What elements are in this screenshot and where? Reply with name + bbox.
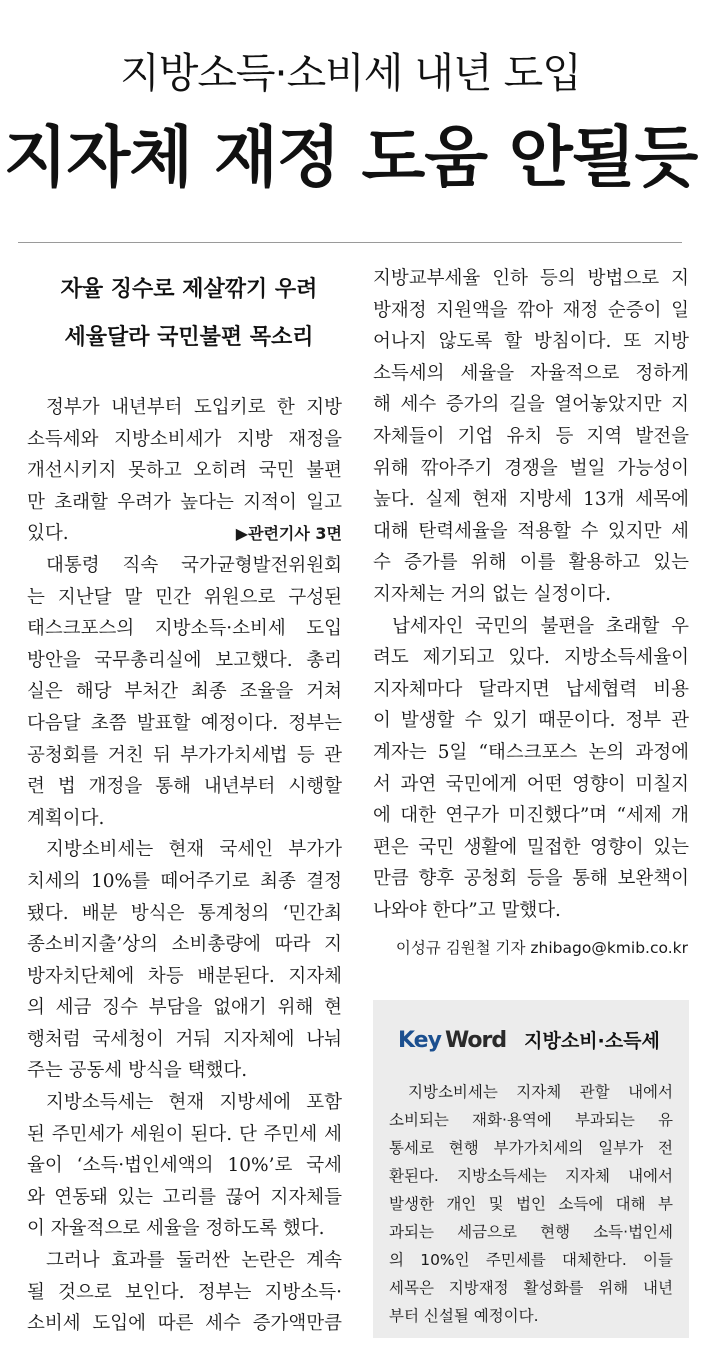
text-line: 만 초래할 우려가 높다는 지적이 일고 xyxy=(27,491,342,513)
text-line: 대해 탄력세율을 적용할 수 있지만 세 xyxy=(373,520,689,542)
text-line: 실은 해당 부처간 최종 조율을 거쳐 xyxy=(27,681,342,703)
keyword-line: 통세로 현행 부가가치세의 일부가 전 xyxy=(389,1139,673,1157)
text-line: 방재정 지원액을 깎아 재정 순증이 일 xyxy=(373,299,689,321)
text-line: 이 발생할 수 있기 때문이다. 정부 관 xyxy=(373,710,689,732)
text-line: 행처럼 국세청이 거둬 지자체에 나눠 xyxy=(27,1028,342,1050)
text-line: 계자는 5일 “태스크포스 논의 과정에 xyxy=(373,741,689,763)
text-line: 와 연동돼 있는 고리를 끊어 지자체들 xyxy=(27,1186,342,1208)
text-line: 높다. 실제 현재 지방세 13개 세목에 xyxy=(373,489,689,511)
article-column-1 xyxy=(27,392,342,1340)
text-line-with-reference xyxy=(27,518,342,550)
keyword-line: 발생한 개인 및 법인 소득에 대해 부 xyxy=(389,1195,673,1213)
text-line: 지방교부세율 인하 등의 방법으로 지 xyxy=(373,268,689,289)
text-line: 주는 공동세 방식을 택했다. xyxy=(27,1060,248,1082)
text-line: 치세의 10%를 떼어주기로 최종 결정 xyxy=(27,870,342,892)
keyword-body xyxy=(389,1078,673,1330)
keyword-word-label: Word xyxy=(444,1028,507,1053)
keyword-line: 환된다. 지방소득세는 지자체 내에서 xyxy=(389,1167,673,1185)
text-line: 나와야 한다”고 말했다. xyxy=(373,899,561,921)
text-line: 지자체는 거의 없는 실정이다. xyxy=(373,583,611,605)
text-line: 만큼 향후 공청회 등을 통해 보완책이 xyxy=(373,868,689,890)
text-line: 됐다. 배분 방식은 통계청의 ‘민간최 xyxy=(27,902,342,924)
text-line: 다음달 초쯤 발표할 예정이다. 정부는 xyxy=(27,712,342,734)
kicker-headline: 지방소득·소비세 내년 도입 xyxy=(120,49,581,97)
keyword-line: 지방소비세는 지자체 관할 내에서 xyxy=(408,1083,673,1101)
keyword-line: 의 10%인 주민세를 대체한다. 이들 xyxy=(389,1251,673,1269)
text-line: 지방소득세는 현재 지방세에 포함 xyxy=(46,1092,342,1114)
related-article-link[interactable]: ▶관련기사 3면 xyxy=(235,524,342,544)
text-line: 소득세의 세율을 자율적으로 정하게 xyxy=(373,362,689,384)
byline: 이성규 김원철 기자 zhibago@kmib.co.kr xyxy=(395,939,688,957)
text-line: 계획이다. xyxy=(27,807,105,829)
headline-divider xyxy=(18,242,682,243)
text-line: 소비세 도입에 따른 세수 증가액만큼 xyxy=(27,1313,342,1335)
text-line: 소득세와 지방소비세가 지방 재정을 xyxy=(27,428,342,450)
text-line: 이 자율적으로 세율을 정하도록 했다. xyxy=(27,1218,325,1240)
text-line: 어나지 않도록 할 방침이다. 또 지방 xyxy=(373,331,689,353)
keyword-line: 세목은 지방재정 활성화를 위해 내년 xyxy=(389,1279,673,1297)
keyword-key-label: Key xyxy=(398,1028,441,1053)
main-headline: 지자체 재정 도움 안될듯 xyxy=(3,119,698,196)
text-line: 서 과연 국민에게 어떤 영향이 미칠지 xyxy=(373,773,689,795)
text-line: 납세자인 국민의 불편을 초래할 우 xyxy=(392,615,689,637)
text-line: 될 것으로 보인다. 정부는 지방소득· xyxy=(27,1281,342,1303)
keyword-line: 소비되는 재화·용역에 부과되는 유 xyxy=(389,1111,673,1129)
text-line: 지방소비세는 현재 국세인 부가가 xyxy=(46,839,342,861)
keyword-line: 과되는 세금으로 현행 소득·법인세 xyxy=(389,1223,673,1241)
text-line: 위해 깎아주기 경쟁을 벌일 가능성이 xyxy=(373,457,689,479)
text-line: 려도 제기되고 있다. 지방소득세율이 xyxy=(373,647,689,669)
text-line: 그러나 효과를 둘러싼 논란은 계속 xyxy=(46,1250,342,1272)
text-line: 대통령 직속 국가균형발전위원회 xyxy=(46,554,342,576)
text-line: 는 지난달 말 민간 위원으로 구성된 xyxy=(27,586,342,608)
keyword-header xyxy=(398,1026,660,1053)
text-line: 수 증가를 위해 이를 활용하고 있는 xyxy=(373,552,689,574)
text-line: 방자치단체에 차등 배분된다. 지자체 xyxy=(27,965,342,987)
text-line: 개선시키지 못하고 오히려 국민 불편 xyxy=(27,460,342,482)
text-line: 의 세금 징수 부담을 없애기 위해 현 xyxy=(27,997,342,1019)
keyword-line: 부터 신설될 예정이다. xyxy=(389,1307,539,1325)
text-line: 방안을 국무총리실에 보고했다. 총리 xyxy=(27,649,342,671)
text-line: 정부가 내년부터 도입키로 한 지방 xyxy=(46,397,342,418)
text-line: 해 세수 증가의 길을 열어놓았지만 지 xyxy=(373,394,689,416)
text-line: 공청회를 거친 뒤 부가가치세법 등 관 xyxy=(27,744,342,766)
text-line: 자체들이 기업 유치 등 지역 발전을 xyxy=(373,425,689,447)
text-line: 된 주민세가 세원이 된다. 단 주민세 세 xyxy=(27,1123,342,1145)
text-line: 지자체마다 달라지면 납세협력 비용 xyxy=(373,678,689,700)
keyword-title: 지방소비·소득세 xyxy=(524,1030,660,1052)
article-column-2 xyxy=(373,263,689,926)
subhead-2: 세율달라 국민불편 목소리 xyxy=(64,325,314,350)
text-fragment: 있다. xyxy=(27,523,69,545)
text-line: 율이 ‘소득·법인세액의 10%’로 국세 xyxy=(27,1155,342,1177)
text-line: 에 대한 연구가 미진했다”며 “세제 개 xyxy=(373,805,689,827)
text-line: 종소비지출’상의 소비총량에 따라 지 xyxy=(27,934,342,956)
text-line: 편은 국민 생활에 밀접한 영향이 있는 xyxy=(373,836,689,858)
text-line: 련 법 개정을 통해 내년부터 시행할 xyxy=(27,776,342,798)
text-line: 태스크포스의 지방소득·소비세 도입 xyxy=(27,618,342,640)
subhead-1: 자율 징수로 제살깎기 우려 xyxy=(60,277,318,302)
